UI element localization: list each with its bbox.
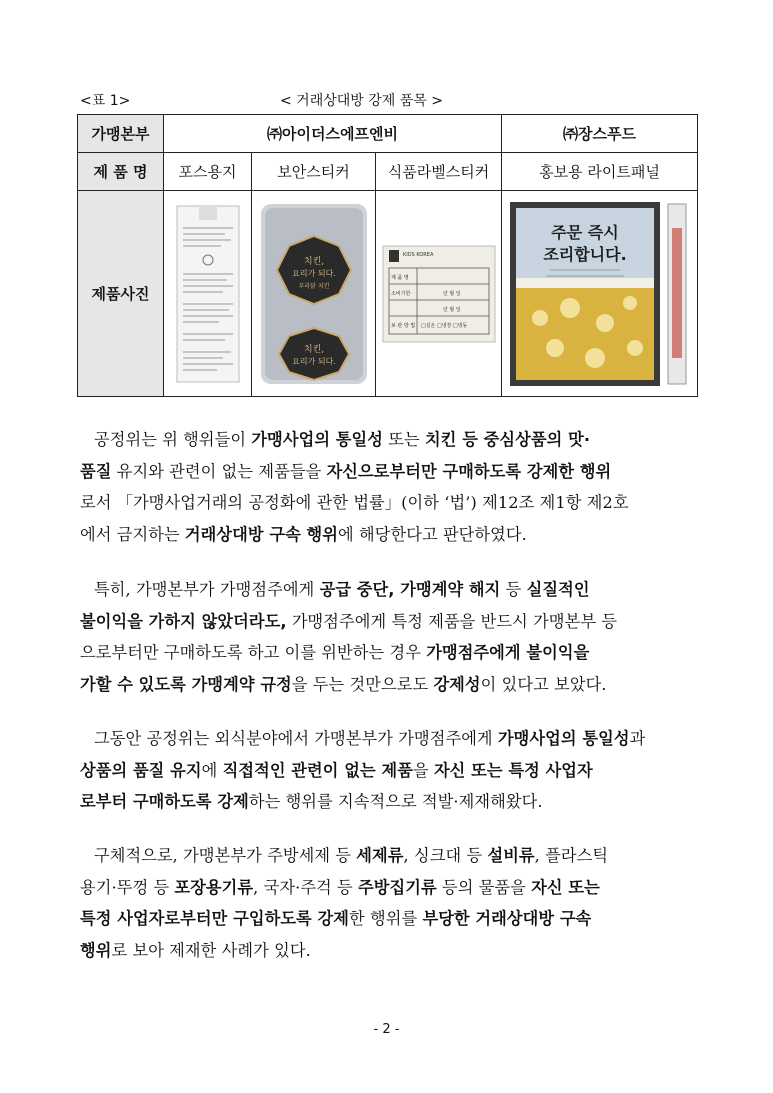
product-name-food-label-sticker: 식품라벨스티커: [376, 153, 502, 191]
text-run: 그동안 공정위는 외식분야에서 가맹본부가 가맹점주에게: [94, 729, 498, 748]
text-run: 이 있다고 보았다.: [480, 674, 607, 694]
bold-text: 가맹점주에게 불이익을: [426, 643, 590, 662]
bold-text: 행위: [80, 940, 112, 960]
product-name-light-panel: 홍보용 라이트패널: [502, 153, 698, 191]
sticker-text-3: 푸라닭 치킨: [298, 282, 329, 290]
text-run: 유지와 관련이 없는 제품들을: [111, 461, 327, 481]
bold-text: 자신 또는: [531, 877, 600, 897]
bold-text: 실질적인: [526, 580, 590, 599]
sticker2-text-1: 치킨,: [303, 344, 324, 355]
text-run: 등의 물품을: [436, 877, 532, 897]
text-run: 에: [201, 760, 223, 780]
bold-text: 가맹사업의 통일성: [251, 430, 384, 449]
bold-text: 치킨 등 중심상품의 맛·: [424, 430, 591, 449]
franchisor-2: ㈜장스푸드: [502, 115, 698, 153]
bold-text: 설비류: [487, 846, 535, 865]
bold-text: 부당한 거래상대방 구속: [422, 909, 592, 928]
paragraph-line: [80, 840, 700, 872]
paragraph-line: [80, 935, 700, 967]
paragraph-2: [80, 574, 700, 700]
paragraph-3: [80, 723, 700, 818]
label-row-3: 보 관 방 법: [390, 322, 415, 329]
product-table: [77, 114, 698, 397]
paragraph-line: [80, 424, 700, 456]
text-run: 가맹점주에게 특정 제품을 반드시 가맹본부 등: [286, 611, 618, 631]
bold-text: 주방집기류: [358, 877, 437, 897]
photo-cell-light-panel: [502, 191, 698, 397]
panel-text-2: 조리합니다.: [542, 244, 627, 264]
text-run: 을 두는 것만으로도: [291, 674, 434, 694]
text-run: , 국자·주걱 등: [253, 877, 359, 897]
bold-text: 자신 또는 특정 사업자: [433, 760, 593, 780]
text-run: 등: [500, 580, 527, 599]
row-header-product-photo: 제품사진: [78, 191, 164, 397]
text-run: 에 해당한다고 판단하였다.: [338, 524, 527, 544]
franchisor-1: ㈜아이더스에프엔비: [164, 115, 502, 153]
text-run: 을: [412, 760, 434, 780]
label-row-2: 소비기한: [390, 290, 410, 297]
row-header-franchisor: 가맹본부: [78, 115, 164, 153]
paragraph-line: [80, 519, 700, 551]
paragraph-4: [80, 840, 700, 966]
text-run: , 싱크대 등: [403, 846, 488, 865]
text-run: 공정위는 위 행위들이: [94, 430, 252, 449]
table-number-label: <표 1>: [80, 93, 131, 109]
bold-text: 거래상대방 구속 행위: [184, 524, 339, 544]
paragraph-line: [80, 669, 700, 701]
bold-text: 상품의 품질 유지: [80, 760, 202, 780]
bold-text: 특정 사업자로부터만 구입하도록 강제: [80, 909, 349, 928]
paragraph-line: [80, 872, 700, 904]
bold-text: 품질: [80, 461, 112, 481]
bold-text: 직접적인 관련이 없는 제품: [222, 760, 413, 780]
sticker-text-1: 치킨,: [303, 256, 324, 267]
text-run: 으로부터만 구매하도록 하고 이를 위반하는 경우: [80, 643, 427, 662]
label-date-2: 년 월 일: [442, 306, 461, 313]
bold-text: 강제성: [433, 674, 481, 694]
text-run: 특히, 가맹본부가 가맹점주에게: [94, 580, 320, 599]
paragraph-line: [80, 723, 700, 755]
paragraph-line: [80, 903, 700, 935]
product-name-pos-paper: 포스용지: [164, 153, 252, 191]
table-title: < 거래상대방 강제 품목 >: [280, 93, 443, 109]
bold-text: 가할 수 있도록 가맹계약 규정: [80, 674, 292, 694]
paragraph-line: [80, 606, 700, 638]
label-row-1: 제 품 명: [390, 274, 409, 281]
sticker-text-2: 요리가 되다.: [291, 268, 336, 278]
label-brand: KIDS KOREA: [402, 251, 433, 258]
text-run: 하는 행위를 지속적으로 적발·제재해왔다.: [248, 792, 543, 811]
security-sticker-photo: [259, 202, 369, 386]
panel-text-1: 주문 즉시: [550, 222, 619, 242]
paragraph-line: [80, 755, 700, 787]
sticker2-text-2: 요리가 되다.: [291, 356, 336, 366]
text-run: 구체적으로, 가맹본부가 주방세제 등: [94, 846, 357, 865]
product-name-security-sticker: 보안스티커: [252, 153, 376, 191]
label-storage-options: □실온 □냉장 □냉동: [420, 322, 467, 329]
paragraph-line: [80, 786, 700, 818]
bold-text: 로부터 구매하도록 강제: [80, 792, 249, 811]
text-run: 과: [629, 729, 646, 748]
paragraph-line: [80, 456, 700, 488]
paragraph-line: [80, 637, 700, 669]
photo-cell-food-label: [376, 191, 502, 397]
paragraph-1: [80, 424, 700, 550]
photo-cell-pos-paper: [164, 191, 252, 397]
text-run: 에서 금지하는: [80, 524, 185, 544]
bold-text: 자신으로부터만 구매하도록 강제한 행위: [326, 461, 612, 481]
text-run: 용기·뚜껑 등: [80, 877, 175, 897]
row-header-product-name: 제 품 명: [78, 153, 164, 191]
text-run: 로 보아 제재한 사례가 있다.: [111, 940, 311, 960]
label-date-1: 년 월 일: [442, 290, 461, 297]
text-run: , 플라스틱: [534, 846, 609, 865]
bold-text: 공급 중단, 가맹계약 해지: [319, 580, 501, 599]
food-label-photo: [381, 244, 497, 344]
photo-cell-security-sticker: [252, 191, 376, 397]
paragraph-line: [80, 574, 700, 606]
page-number: - 2 -: [373, 1022, 400, 1037]
pos-paper-photo: [173, 204, 243, 384]
bold-text: 가맹사업의 통일성: [497, 729, 630, 748]
text-run: 또는: [383, 430, 425, 449]
text-run: 로서 「가맹사업거래의 공정화에 관한 법률」(이하 ‘법’) 제12조 제1항 제2호: [80, 493, 629, 512]
bold-text: 포장용기류: [174, 877, 254, 897]
light-panel-photo: [510, 198, 690, 390]
bold-text: 불이익을 가하지 않았더라도,: [80, 611, 287, 631]
paragraph-line: [80, 487, 700, 519]
bold-text: 세제류: [356, 846, 404, 865]
text-run: 한 행위를: [349, 909, 423, 928]
